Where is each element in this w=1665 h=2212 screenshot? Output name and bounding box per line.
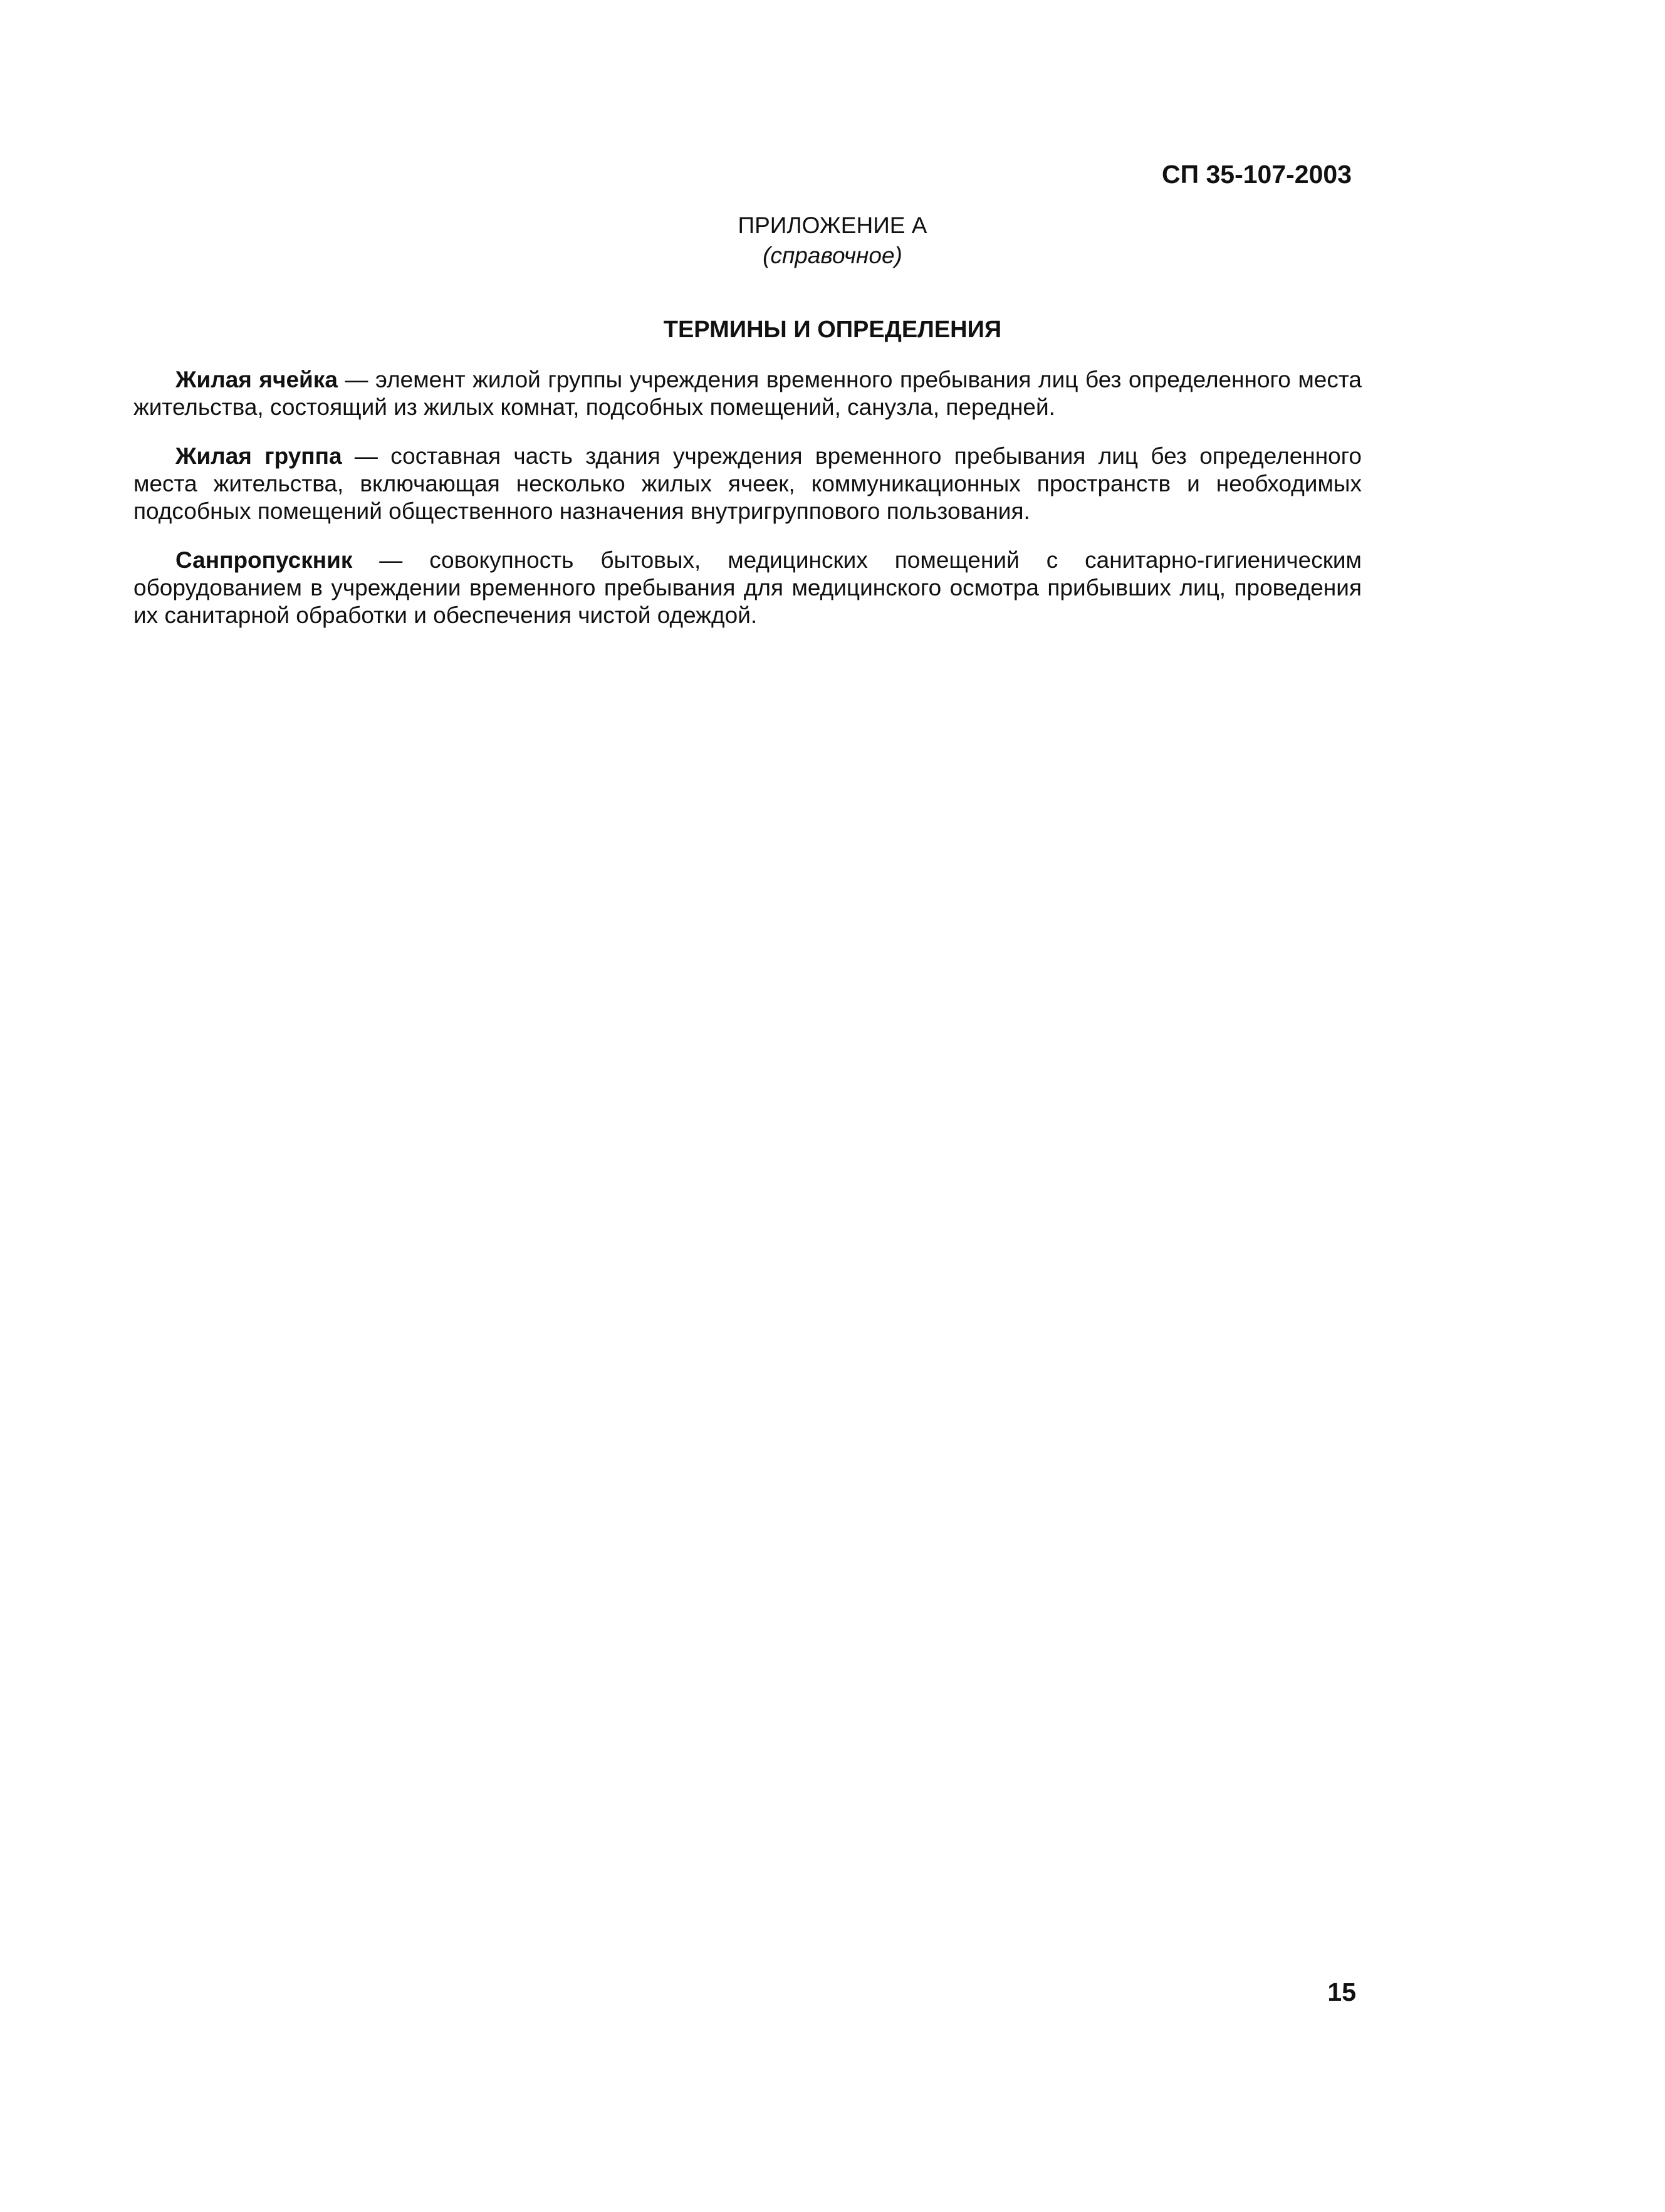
- definition-term: Санпропускник: [175, 547, 353, 573]
- definition-item: [133, 366, 1362, 421]
- appendix-heading: [0, 211, 1665, 271]
- definition-term: Жилая ячейка: [175, 367, 338, 392]
- appendix-title: ПРИЛОЖЕНИЕ А: [738, 212, 927, 238]
- definitions-list: [133, 366, 1362, 651]
- definition-text: — элемент жилой группы учреждения временного пребывания лиц без определенного места жительства, состоящий из жилых комнат, подсобных помещений, санузла, передней.: [133, 367, 1362, 420]
- section-title: ТЕРМИНЫ И ОПРЕДЕЛЕНИЯ: [663, 317, 1002, 343]
- document-code: СП 35-107-2003: [1162, 160, 1352, 189]
- definition-text: — совокупность бытовых, медицинских помещений с санитарно-гигиеническим оборудованием в учреждении временного пребывания для медицинского осмотра прибывших лиц, проведения их санитарной обработки и обеспечения чистой одеждой.: [133, 547, 1362, 628]
- definition-item: [133, 547, 1362, 629]
- definition-item: [133, 443, 1362, 525]
- appendix-subtitle: (справочное): [763, 243, 902, 268]
- definition-text: — составная часть здания учреждения временного пребывания лиц без определенного места жительства, включающая несколько жилых ячеек, коммуникационных пространств и необходимых подсобных помещений общественного назначения внутригруппового пользования.: [133, 443, 1362, 524]
- page-number: 15: [1327, 1978, 1356, 2006]
- definition-term: Жилая группа: [175, 443, 342, 469]
